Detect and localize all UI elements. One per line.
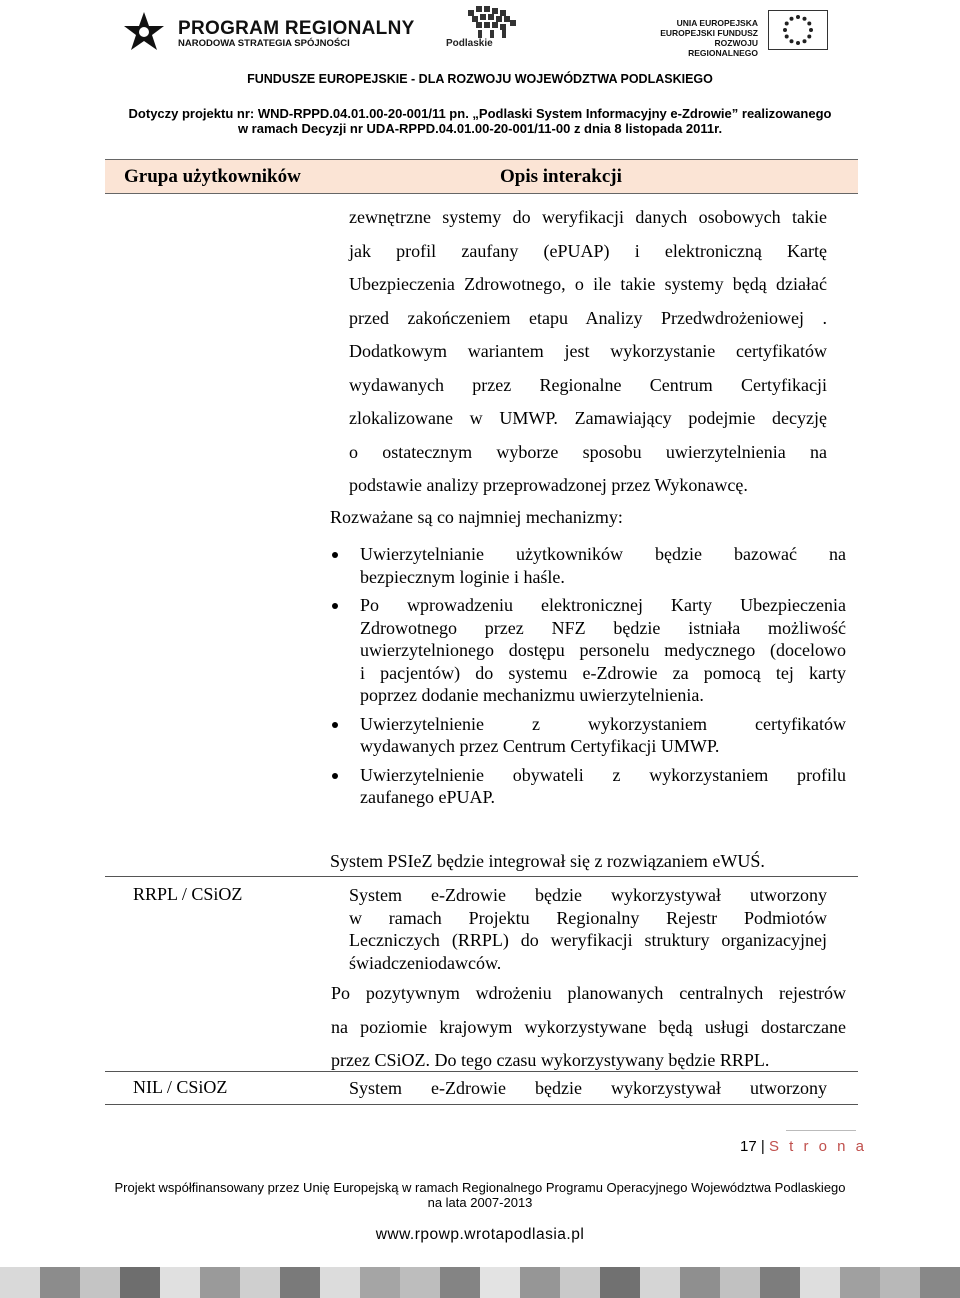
row-description-line: w ramach Projektu Regionalny Rejestr Podmiotów [349, 907, 827, 928]
eu-label-line: ROZWOJU REGIONALNEGO [688, 38, 758, 58]
list-item-line: Po wprowadzeniu elektronicznej Karty Ubezpieczenia [360, 595, 846, 615]
row-extra-rrpl [331, 977, 846, 1078]
row-extra-line: przez CSiOZ. Do tego czasu wykorzystywany będzie RRPL. [331, 1050, 770, 1070]
intro-line: jak profil zaufany (ePUAP) i elektroniczną Kartę [349, 240, 827, 261]
intro-line: o ostatecznym wyborze sposobu uwierzytelnienia na [349, 441, 827, 462]
row-description-line: Leczniczych (RRPL) do weryfikacji struktury organizacyjnej [349, 930, 827, 950]
column-header-group: Grupa użytkowników [124, 166, 301, 187]
row-description-nil [349, 1077, 827, 1100]
list-item-line: poprzez dodanie mechanizmu uwierzytelnienia. [360, 685, 704, 705]
footer-rule [786, 1130, 856, 1131]
row-group-rrpl: RRPL / CSiOZ [133, 884, 243, 904]
list-item-line: uwierzytelnionego dostępu personelu medycznego (docelowo [360, 640, 846, 660]
list-item-line: i pacjentów) do systemu e-Zdrowie za pomocą tej karty [360, 662, 846, 683]
list-item [360, 543, 846, 588]
row-extra-line: na poziomie krajowym wykorzystywane będą usługi dostarczane [331, 1016, 846, 1037]
row-group-nil: NIL / CSiOZ [133, 1077, 228, 1097]
eu-label-line: EUROPEJSKI FUNDUSZ [660, 28, 758, 38]
bullet-icon [332, 552, 338, 558]
funds-line: FUNDUSZE EUROPEJSKIE - DLA ROZWOJU WOJEWÓDZTWA PODLASKIEGO [247, 72, 713, 86]
page-number-value: 17 [740, 1138, 757, 1155]
eu-label [648, 18, 758, 58]
list-item-line: bezpiecznym loginie i haśle. [360, 566, 565, 587]
row-divider [105, 876, 858, 877]
podlaskie-label: Podlaskie [446, 38, 493, 49]
row-description-line: System e-Zdrowie będzie wykorzystywał utworzony [349, 1078, 827, 1098]
footer-url: www.rpowp.wrotapodlasia.pl [375, 1226, 585, 1243]
mechanisms-list [360, 543, 846, 809]
bullet-icon [332, 603, 338, 609]
bullet-icon [332, 722, 338, 728]
intro-line: zewnętrzne systemy do weryfikacji danych osobowych takie [349, 207, 827, 227]
mechanisms-intro: Rozważane są co najmniej mechanizmy: [330, 507, 623, 527]
table-bottom-border [105, 1104, 858, 1105]
program-title: PROGRAM REGIONALNY [178, 18, 415, 39]
list-item [360, 764, 846, 809]
list-item-line: zaufanego ePUAP. [360, 787, 495, 807]
page-number-separator: | [760, 1138, 765, 1155]
intro-line: zlokalizowane w UMWP. Zamawiający podejmie decyzję [349, 408, 827, 428]
list-item-line: Zdrowotnego przez NFZ będzie istniała możliwość [360, 617, 846, 638]
list-item [360, 594, 846, 707]
eu-label-line: UNIA EUROPEJSKA [676, 18, 758, 28]
list-item-line: Uwierzytelnienie z wykorzystaniem certyfikatów [360, 713, 846, 734]
decorative-strip [0, 1267, 960, 1298]
program-subtitle: NARODOWA STRATEGIA SPÓJNOŚCI [178, 38, 350, 49]
project-line-1: Dotyczy projektu nr: WND-RPPD.04.01.00-20-001/11 pn. „Podlaski System Informacyjny e-Zdrowie” realizowanego [128, 106, 832, 121]
intro-line: Dodatkowym wariantem jest wykorzystanie certyfikatów [349, 341, 827, 361]
list-item [360, 713, 846, 758]
list-item-line: Uwierzytelnienie obywateli z wykorzystaniem profilu [360, 764, 846, 785]
intro-paragraph [349, 201, 827, 503]
page-number [740, 1138, 867, 1155]
row-divider [105, 1071, 858, 1072]
row-extra-line: Po pozytywnym wdrożeniu planowanych centralnych rejestrów [331, 983, 846, 1003]
intro-line: Ubezpieczenia Zdrowotnego, o ile takie systemy będą działać [349, 274, 827, 294]
intro-line: przed zakończeniem etapu Analizy Przedwdrożeniowej . [349, 307, 827, 328]
cofinance-line-1: Projekt współfinansowany przez Unię Europejską w ramach Regionalnego Programu Operacyjnego Województwa Podlaskiego [114, 1180, 846, 1195]
intro-line: wydawanych przez Regionalne Centrum Certyfikacji [349, 374, 827, 395]
row-description-rrpl [349, 884, 827, 974]
ewus-line: System PSIeZ będzie integrował się z rozwiązaniem eWUŚ. [330, 851, 765, 871]
bison-icon [466, 4, 518, 40]
project-line-2: w ramach Decyzji nr UDA-RPPD.04.01.00-20-001/11-00 z dnia 8 listopada 2011r. [237, 121, 723, 136]
program-regionalny-star-logo [120, 8, 168, 56]
intro-line: podstawie analizy przeprowadzonej przez Wykonawcę. [349, 475, 748, 495]
row-description-line: System e-Zdrowie będzie wykorzystywał utworzony [349, 885, 827, 905]
list-item-line: Uwierzytelnianie użytkowników będzie bazować na [360, 544, 846, 564]
page-word: S t r o n a [768, 1138, 867, 1155]
row-description-line: świadczeniodawców. [349, 952, 502, 973]
cofinance-line-2: na lata 2007-2013 [427, 1195, 533, 1210]
list-item-line: wydawanych przez Centrum Certyfikacji UMWP. [360, 736, 720, 756]
bullet-icon [332, 773, 338, 779]
eu-flag-icon [768, 10, 828, 50]
column-header-description: Opis interakcji [500, 166, 622, 187]
